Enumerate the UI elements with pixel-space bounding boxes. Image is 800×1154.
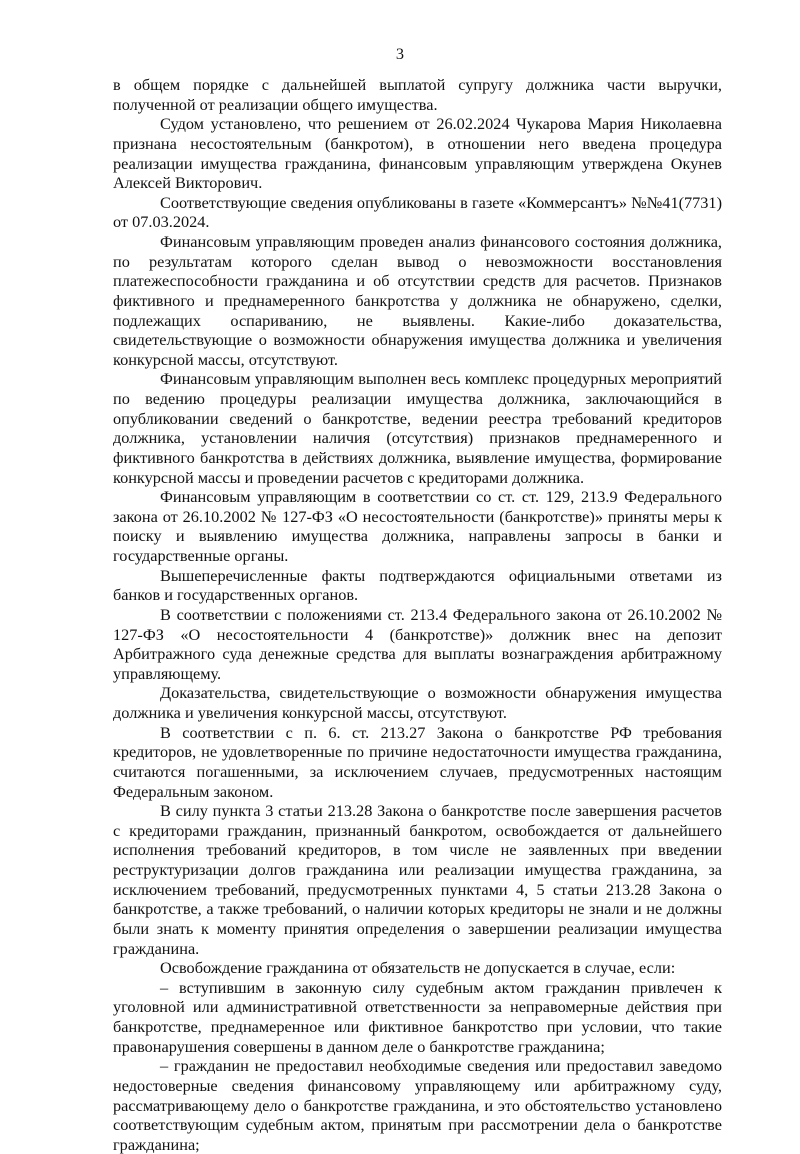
paragraph: Финансовым управляющим выполнен весь комплекс процедурных мероприятий по ведению процедуры реализации имущества должника, заключающийся в опубликовании сведений о банкротстве, ведении реестра требований кредиторов должника, установлении наличия (отсутствия) признаков преднамеренного и фиктивного банкротства в действиях должника, выявление имущества, формирование конкурсной массы и проведении расчетов с кредиторами должника. (113, 369, 722, 487)
paragraph: В силу пункта 3 статьи 213.28 Закона о банкротстве после завершения расчетов с кредиторами гражданин, признанный банкротом, освобождается от дальнейшего исполнения требований кредиторов, в том числе не заявленных при введении реструктуризации долгов гражданина или реализации имущества гражданина, за исключением требований, предусмотренных пунктами 4, 5 статьи 213.28 Закона о банкротстве, а также требований, о наличии которых кредиторы не знали и не должны были знать к моменту принятия определения о завершении реализации имущества гражданина. (113, 801, 722, 958)
document-body (113, 75, 722, 1154)
list-item: – гражданин не предоставил необходимые сведения или предоставил заведомо недостоверные сведения финансовому управляющему или арбитражному суду, рассматривающему дело о банкротстве гражданина, и это обстоятельство установлено соответствующим судебным актом, принятым при рассмотрении дела о банкротстве гражданина; (113, 1056, 722, 1154)
paragraph: Освобождение гражданина от обязательств не допускается в случае, если: (160, 958, 676, 978)
page-number: 3 (395, 44, 405, 63)
list-item: – вступившим в законную силу судебным актом гражданин привлечен к уголовной или административной ответственности за неправомерные действия при банкротстве, преднамеренное или фиктивное банкротство при условии, что такие правонарушения совершены в данном деле о банкротстве гражданина; (113, 977, 722, 1056)
paragraph: В соответствии с п. 6. ст. 213.27 Закона о банкротстве РФ требования кредиторов, не удовлетворенные по причине недостаточности имущества гражданина, считаются погашенными, за исключением случаев, предусмотренных настоящим Федеральным законом. (113, 722, 722, 801)
paragraph: В соответствии с положениями ст. 213.4 Федерального закона от 26.10.2002 № 127-ФЗ «О несостоятельности 4 (банкротстве)» должник внес на депозит Арбитражного суда денежные средства для выплаты вознаграждения арбитражному управляющему. (113, 604, 722, 683)
paragraph: Доказательства, свидетельствующие о возможности обнаружения имущества должника и увеличения конкурсной массы, отсутствуют. (113, 683, 722, 722)
paragraph: Соответствующие сведения опубликованы в газете «Коммерсантъ» №№41(7731) от 07.03.2024. (113, 192, 722, 232)
paragraph: Финансовым управляющим в соответствии со ст. ст. 129, 213.9 Федерального закона от 26.10.2002 № 127-ФЗ «О несостоятельности (банкротстве)» приняты меры к поиску и выявлению имущества должника, направлены запросы в банки и государственные органы. (113, 487, 722, 565)
paragraph: Финансовым управляющим проведен анализ финансового состояния должника, по результатам которого сделан вывод о невозможности восстановления платежеспособности гражданина и об отсутствии средств для расчетов. Признаков фиктивного и преднамеренного банкротства у должника не обнаружено, сделки, подлежащих оспариванию, не выявлены. Какие-либо доказательства, свидетельствующие о возможности обнаружения имущества должника и увеличения конкурсной массы, отсутствуют. (113, 232, 722, 369)
paragraph: Вышеперечисленные факты подтверждаются официальными ответами из банков и государственных органов. (113, 565, 722, 605)
paragraph: в общем порядке с дальнейшей выплатой супругу должника части выручки, полученной от реализации общего имущества. (113, 75, 722, 114)
paragraph: Судом установлено, что решением от 26.02.2024 Чукарова Мария Николаевна признана несостоятельным (банкротом), в отношении него введена процедура реализации имущества гражданина, финансовым управляющим утверждена Окунев Алексей Викторович. (113, 114, 722, 193)
